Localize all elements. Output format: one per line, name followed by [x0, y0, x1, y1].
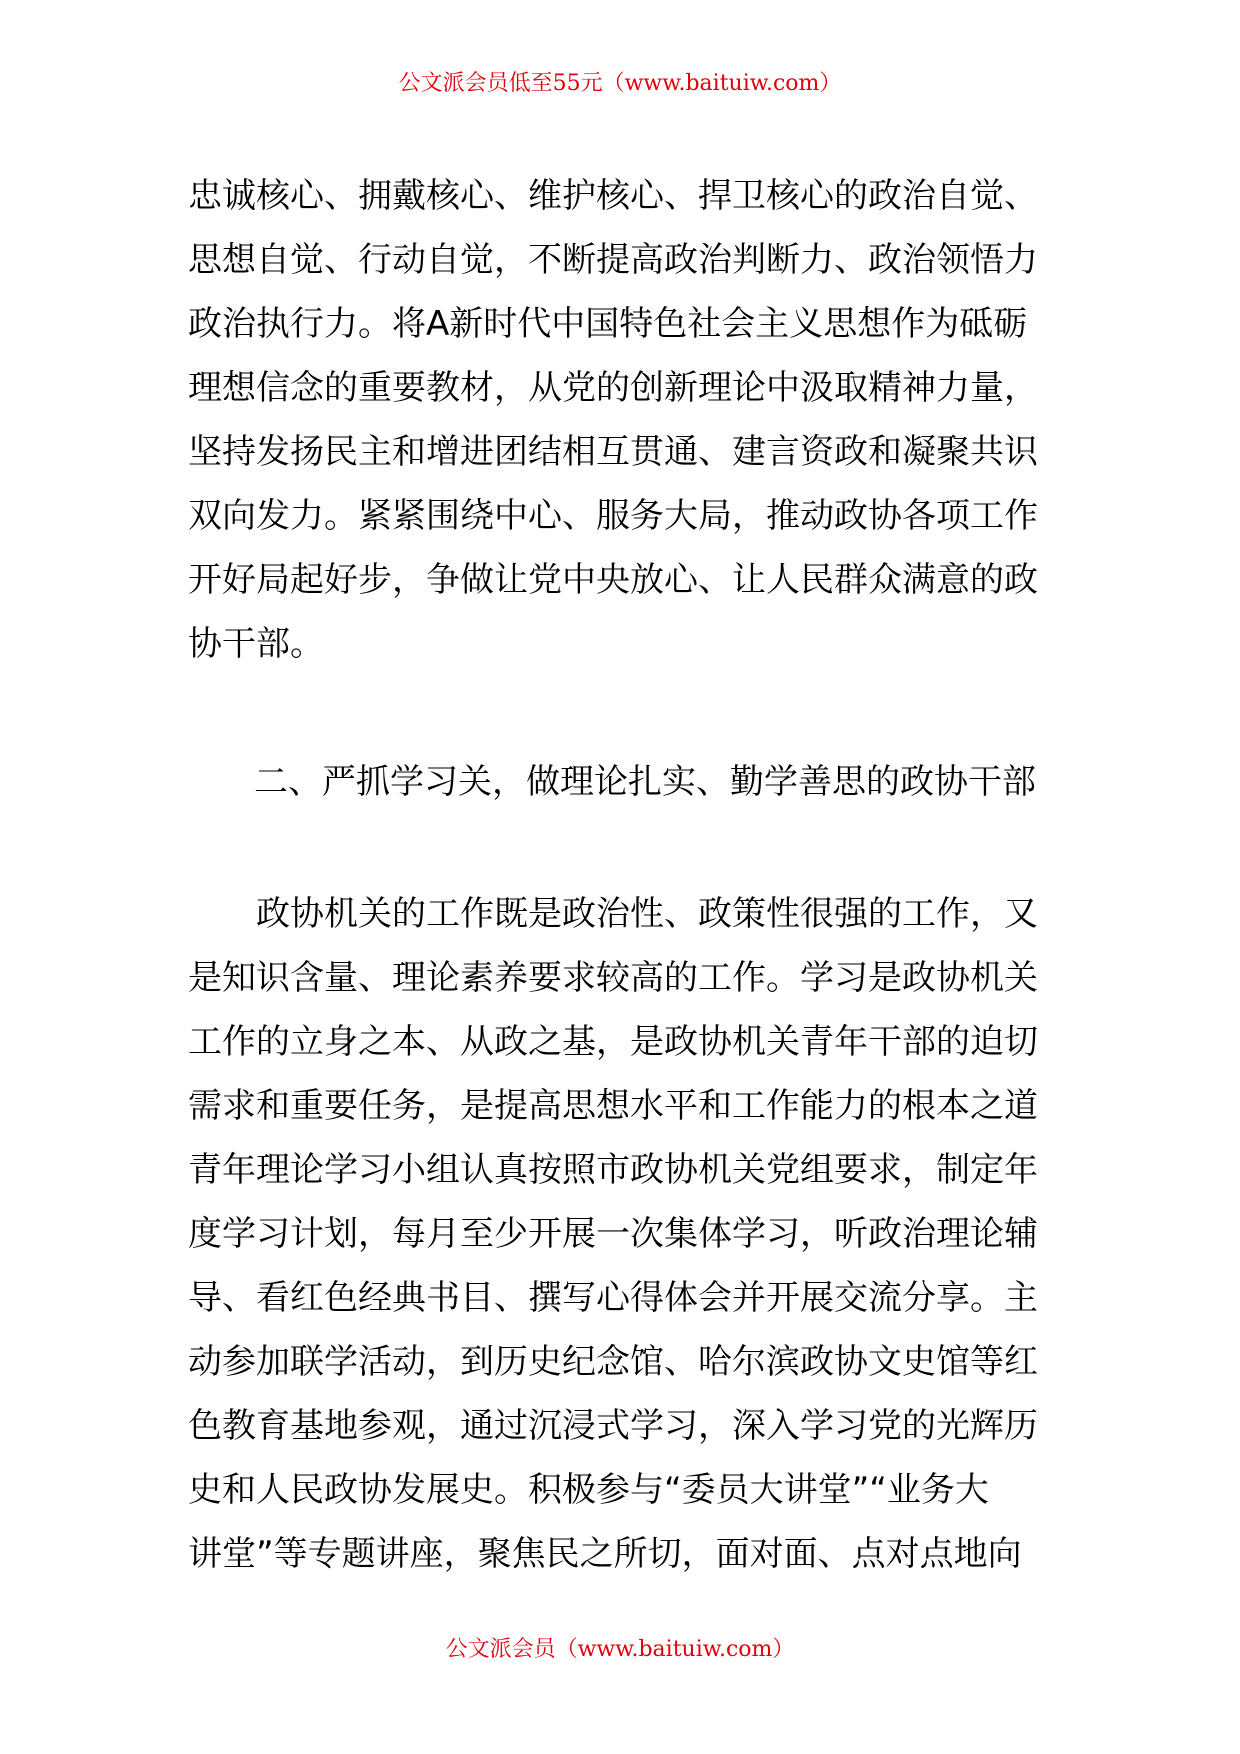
text-line: 动参加联学活动，到历史纪念馆、哈尔滨政协文史馆等红 [188, 1342, 1038, 1382]
text-line: 协干部。 [188, 624, 324, 664]
paragraph-continued [188, 164, 1058, 676]
text-line: 开好局起好步，争做让党中央放心、让人民群众满意的政 [188, 560, 1038, 600]
text-line: 色教育基地参观，通过沉浸式学习，深入学习党的光辉历 [188, 1406, 1038, 1446]
text-line: 史和人民政协发展史。积极参与“委员大讲堂”“业务大 [188, 1470, 989, 1510]
section-heading: 二、严抓学习关，做理论扎实、勤学善思的政协干部 [254, 762, 1036, 802]
text-line: 青年理论学习小组认真按照市政协机关党组要求，制定年 [188, 1150, 1038, 1190]
text-line: 坚持发扬民主和增进团结相互贯通、建言资政和凝聚共识 [188, 432, 1038, 472]
text-line: 双向发力。紧紧围绕中心、服务大局，推动政协各项工作 [188, 496, 1038, 536]
text-line: 忠诚核心、拥戴核心、维护核心、捍卫核心的政治自觉、 [188, 176, 1038, 216]
text-line: 需求和重要任务，是提高思想水平和工作能力的根本之道 [188, 1086, 1038, 1126]
text-line: 理想信念的重要教材，从党的创新理论中汲取精神力量， [188, 368, 1038, 408]
page-footer-watermark: 公文派会员（www.baituiw.com） [445, 1637, 795, 1662]
text-line: 政治执行力。将A新时代中国特色社会主义思想作为砥砺 [188, 304, 1028, 344]
text-line: 思想自觉、行动自觉，不断提高政治判断力、政治领悟力 [188, 240, 1038, 280]
text-line: 度学习计划，每月至少开展一次集体学习，听政治理论辅 [188, 1214, 1038, 1254]
text-line: 导、看红色经典书目、撰写心得体会并开展交流分享。主 [188, 1278, 1038, 1318]
paragraph-study [188, 882, 1058, 1586]
text-line: 讲堂”等专题讲座，聚焦民之所切，面对面、点对点地向 [188, 1534, 1022, 1574]
text-line: 是知识含量、理论素养要求较高的工作。学习是政协机关 [188, 958, 1038, 998]
text-line-first: 政协机关的工作既是政治性、政策性很强的工作，又 [256, 894, 1038, 934]
text-line: 工作的立身之本、从政之基，是政协机关青年干部的迫切 [188, 1022, 1038, 1062]
page-header-watermark: 公文派会员低至55元（www.baituiw.com） [398, 71, 842, 96]
